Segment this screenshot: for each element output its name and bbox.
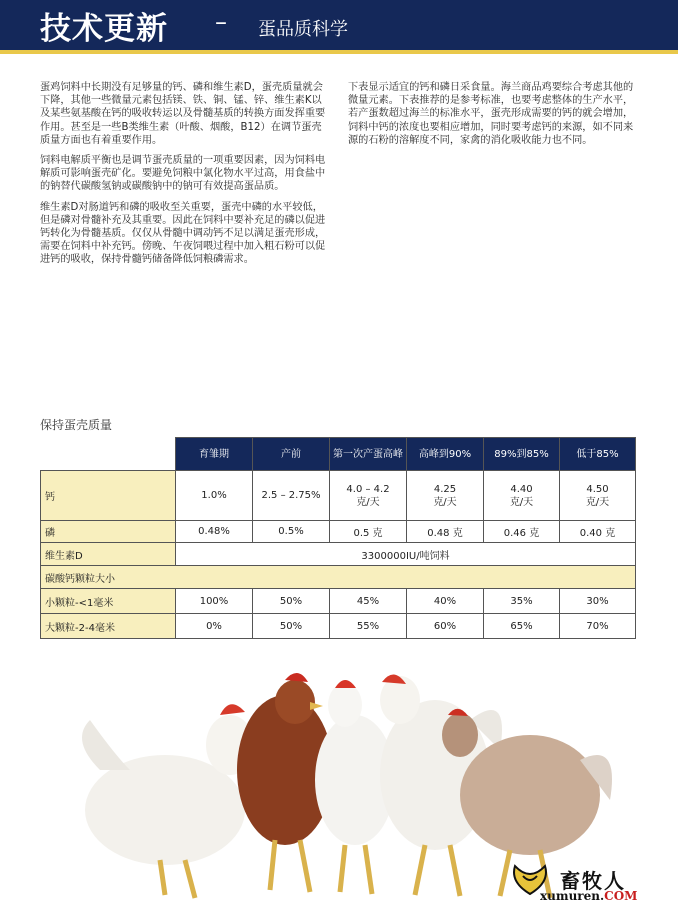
table-row-large-particle: [41, 614, 636, 639]
row-label: 磷: [41, 521, 176, 543]
table-cell: 50%: [253, 614, 330, 639]
table-cell: 4.25 克/天: [407, 471, 484, 521]
column-header: 第一次产蛋高峰: [330, 438, 407, 471]
table-cell: 50%: [253, 589, 330, 614]
column-header: 产前: [253, 438, 330, 471]
row-label: 小颗粒-<1毫米: [41, 589, 176, 614]
row-label: 维生素D: [41, 543, 176, 566]
watermark-domain-tld: COM: [604, 889, 638, 903]
paragraph: 蛋鸡饲料中长期没有足够量的钙、磷和维生素D，蛋壳质量就会下降，其他一些微量元素包括镁、铁、铜、锰、锌、维生素K以及某些氨基酸在钙的吸收转运以及骨髓基质的转换方面发挥重要作用。甚至是一些B类维生素（叶酸、烟酸，B12）在调节蛋壳质量方面也有着重要作用。: [40, 82, 326, 146]
paragraph: 下表显示适宜的钙和磷日采食量。海兰商品鸡要综合考虑其他的微量元素。下表推荐的是参考标准，也要考虑整体的生产水平，若产蛋数超过海兰的标准水平，蛋壳形成需要的钙的就会增加，饲料中钙的浓度也要相应增加，同时要考虑钙的来源，如不同来源的石粉的溶解度不同，家禽的消化吸收能力也不同。: [348, 82, 634, 146]
column-header: 89%到85%: [484, 438, 560, 471]
table-cell: 100%: [176, 589, 253, 614]
table-cell: 0.48%: [176, 521, 253, 543]
table-cell: 0.46 克: [484, 521, 560, 543]
table-row-small-particle: [41, 589, 636, 614]
table-cell: 4.40 克/天: [484, 471, 560, 521]
header-banner: [0, 0, 678, 54]
column-header: 育雏期: [176, 438, 253, 471]
paragraph: 维生素D对肠道钙和磷的吸收至关重要，蛋壳中磷的水平较低，但是磷对骨髓补充及其重要。因此在饲料中要补充足的磷以促进钙转化为骨髓基质。仅仅从骨髓中调动钙不足以满足蛋壳形成，需要在饲料中补充钙。傍晚、午夜饲喂过程中加入粗石粉可以促进钙的吸收，保持骨髓钙储备降低饲粮磷需求。: [40, 201, 326, 266]
table-cell: 70%: [560, 614, 636, 639]
column-header: 高峰到90%: [407, 438, 484, 471]
page-subtitle: 蛋品质科学: [258, 19, 348, 40]
watermark-domain-text: xumuren.: [540, 889, 605, 903]
table-cell: 0.40 克: [560, 521, 636, 543]
table-cell: 35%: [484, 589, 560, 614]
table-row-calcium: [41, 471, 636, 521]
paragraph: 饲料电解质平衡也是调节蛋壳质量的一项重要因素，因为饲料电解质可影响蛋壳矿化。要避免饲粮中氯化物水平过高，用食盐中的钠替代碳酸氢钠或碳酸钠中的钠可有效提高蛋品质。: [40, 155, 326, 193]
table-cell: 60%: [407, 614, 484, 639]
row-label: 钙: [41, 471, 176, 521]
watermark-domain: [540, 889, 637, 903]
table-cell: 0.5 克: [330, 521, 407, 543]
table-row-vitamin-d: [41, 543, 636, 566]
hen-white-left: [82, 704, 265, 898]
table-cell: 0.5%: [253, 521, 330, 543]
section-label: 碳酸钙颗粒大小: [41, 566, 636, 589]
table-cell: 4.0 – 4.2 克/天: [330, 471, 407, 521]
right-text-column: [348, 81, 638, 154]
watermark-name: 畜牧人: [560, 869, 626, 893]
table-cell: 40%: [407, 589, 484, 614]
row-label: 大颗粒-2-4毫米: [41, 614, 176, 639]
table-row-phosphorus: [41, 521, 636, 543]
table-section-row: [41, 566, 636, 589]
table-title: 保持蛋壳质量: [40, 418, 113, 432]
page-title: 技术更新: [40, 11, 168, 47]
table-cell: 0.48 克: [407, 521, 484, 543]
table-cell: 0%: [176, 614, 253, 639]
table-cell: 30%: [560, 589, 636, 614]
table-cell: 45%: [330, 589, 407, 614]
table-cell: 2.5 – 2.75%: [253, 471, 330, 521]
table-header-row: [41, 438, 636, 471]
table-cell: 65%: [484, 614, 560, 639]
table-cell: 55%: [330, 614, 407, 639]
column-header: 低于85%: [560, 438, 636, 471]
table-corner-cell: [41, 438, 176, 471]
title-separator: –: [215, 8, 227, 36]
eggshell-quality-table: [40, 437, 636, 639]
table-cell: 4.50 克/天: [560, 471, 636, 521]
left-text-column: [40, 81, 330, 274]
table-cell: 1.0%: [176, 471, 253, 521]
table-cell-merged: 3300000IU/吨饲料: [176, 543, 636, 566]
